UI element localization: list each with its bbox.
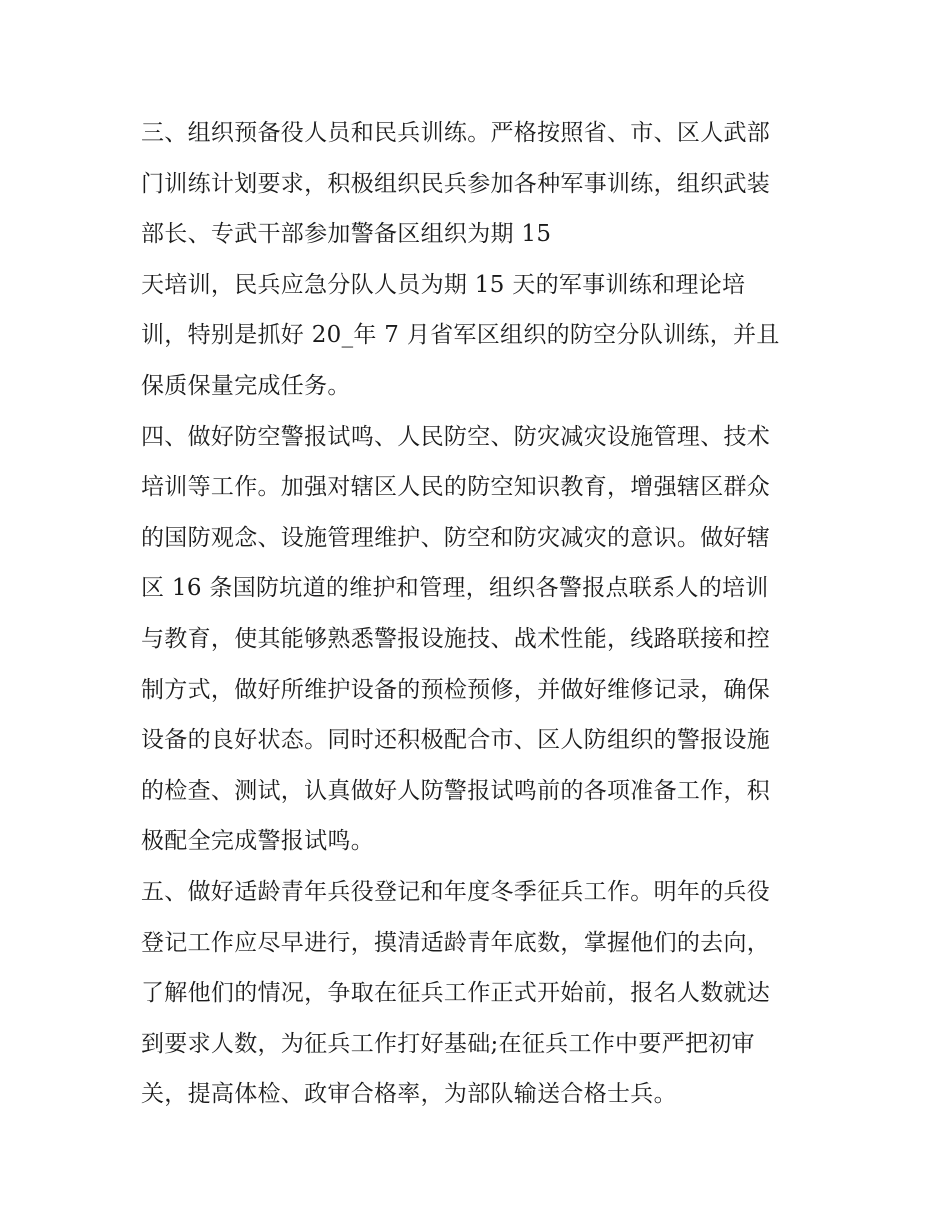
text-line: 极配全完成警报试鸣。 <box>141 828 374 855</box>
text-line: 部长、专武干部参加警备区组织为期 15 <box>141 221 552 248</box>
text-line: 登记工作应尽早进行，摸清适龄青年底数，掌握他们的去向， <box>141 929 771 956</box>
document-body <box>141 108 821 1120</box>
text-line: 保质保量完成任务。 <box>141 372 351 399</box>
text-line: 关，提高体检、政审合格率，为部队输送合格士兵。 <box>141 1081 677 1108</box>
text-line: 门训练计划要求，积极组织民兵参加各种军事训练，组织武装 <box>141 170 771 197</box>
text-line: 训，特别是抓好 20_年 7 月省军区组织的防空分队训练，并且 <box>141 322 780 349</box>
text-line: 的国防观念、设施管理维护、防空和防灾减灾的意识。做好辖 <box>141 524 771 551</box>
text-line: 四、做好防空警报试鸣、人民防空、防灾减灾设施管理、技术 <box>141 423 771 450</box>
text-line: 区 16 条国防坑道的维护和管理，组织各警报点联系人的培训 <box>141 575 769 602</box>
text-line: 与教育，使其能够熟悉警报设施技、战术性能，线路联接和控 <box>141 625 771 652</box>
text-line: 到要求人数，为征兵工作打好基础;在征兵工作中要严把初审 <box>141 1030 755 1057</box>
text-line: 制方式，做好所维护设备的预检预修，并做好维修记录，确保 <box>141 676 771 703</box>
text-line: 三、组织预备役人员和民兵训练。严格按照省、市、区人武部 <box>141 120 771 146</box>
text-line: 培训等工作。加强对辖区人民的防空知识教育，增强辖区群众 <box>141 474 771 501</box>
text-line: 了解他们的情况，争取在征兵工作正式开始前，报名人数就达 <box>141 980 771 1007</box>
text-line: 的检查、测试，认真做好人防警报试鸣前的各项准备工作，积 <box>141 777 771 804</box>
text-line: 设备的良好状态。同时还积极配合市、区人防组织的警报设施 <box>141 727 771 754</box>
text-line: 五、做好适龄青年兵役登记和年度冬季征兵工作。明年的兵役 <box>141 878 771 905</box>
text-line: 天培训，民兵应急分队人员为期 15 天的军事训练和理论培 <box>141 271 746 298</box>
